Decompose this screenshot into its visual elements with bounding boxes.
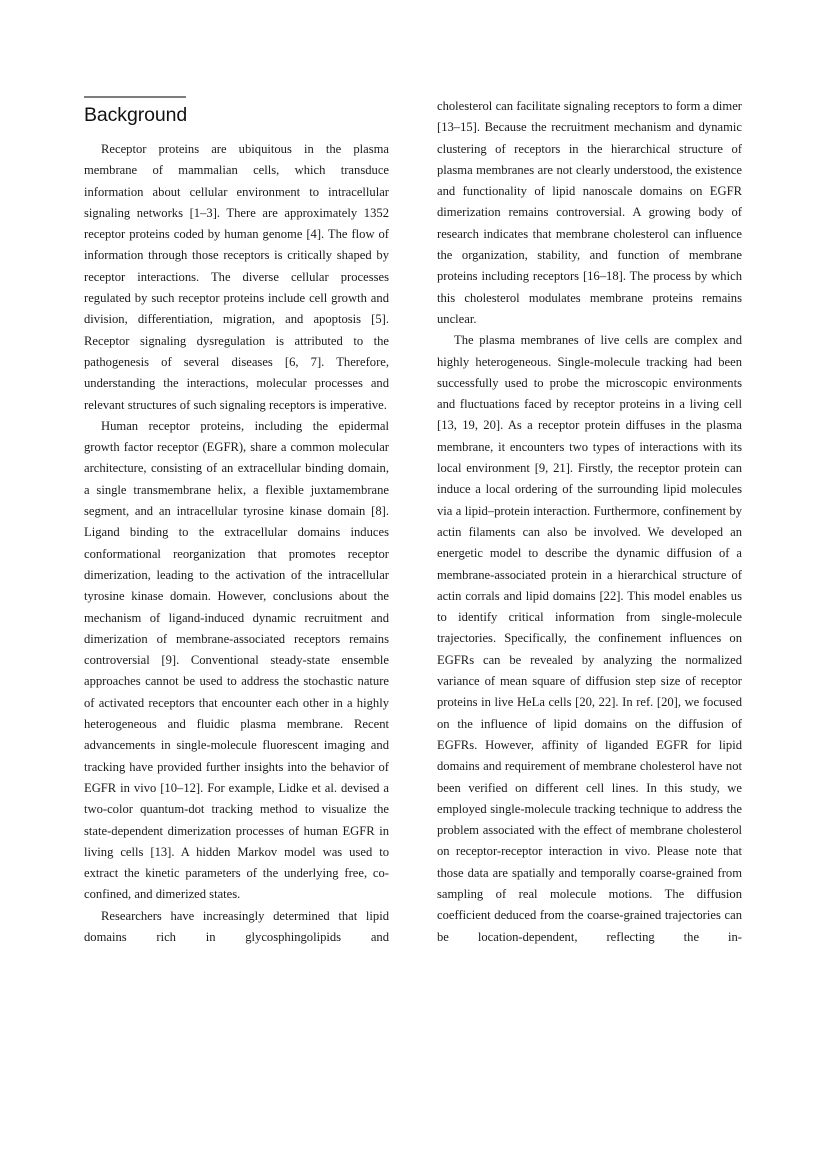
paragraph: Receptor proteins are ubiquitous in the plasma membrane of mammalian cells, which transduce information about cellular environment to intracellular signaling networks [1–3]. There are approximately 1352 receptor proteins coded by human genome [4]. The flow of information through those receptors is critically shaped by receptor interactions. The diverse cellular processes regulated by such receptor proteins include cell growth and division, differentiation, migration, and apoptosis [5]. Receptor signaling dysregulation is attributed to the pathogenesis of several diseases [6, 7]. Therefore, understanding the interactions, molecular processes and relevant structures of such signaling receptors is imperative. [84,142,389,412]
left-column [84,96,389,1106]
paragraph: Human receptor proteins, including the epidermal growth factor receptor (EGFR), share a common molecular architecture, consisting of an extracellular binding domain, a single transmembrane helix, a flexible juxtamembrane segment, and an intracellular tyrosine kinase domain [8]. Ligand binding to the extracellular domains induces conformational reorganization that promotes receptor dimerization, leading to the activation of the intracellular tyrosine kinase domain. However, conclusions about the mechanism of ligand-induced dynamic recruitment and dimerization of membrane-associated receptors remains controversial [9]. Conventional steady-state ensemble approaches cannot be used to address the stochastic nature of activated receptors that encounter each other in a highly heterogeneous and fluidic plasma membrane. Recent advancements in single-molecule fluorescent imaging and tracking have provided further insights into the behavior of EGFR in vivo [10–12]. For example, Lidke et al. devised a two-color quantum-dot tracking method to visualize the state-dependent dimerization processes of human EGFR in living cells [13]. A hidden Markov model was used to extract the kinetic parameters of the underlying free, co-confined, and dimerized states. [84,418,389,902]
paragraph: The plasma membranes of live cells are complex and highly heterogeneous. Single-molecule tracking had been successfully used to probe the microscopic environments and fluctuations faced by receptor proteins in a living cell [13, 19, 20]. As a receptor protein diffuses in the plasma membrane, it encounters two types of interactions with its local environment [9, 21]. Firstly, the receptor protein can induce a local ordering of the surrounding lipid molecules via a lipid–protein interaction. Furthermore, confinement by actin filaments can also be involved. We developed an energetic model to describe the dynamic diffusion of a membrane-associated protein in a hierarchical structure of actin corrals and lipid domains [22]. This model enables us to identify critical information from single-molecule trajectories. Specifically, the confinement influences on EGFRs can be revealed by analyzing the normalized variance of mean square of diffusion step size of receptor proteins in live HeLa cells [20, 22]. In ref. [20], we focused on the influence of lipid domains on the diffusion of EGFRs. However, affinity of liganded EGFR for lipid domains and requirement of membrane cholesterol have not been verified on different cell lines. In this study, we employed single-molecule tracking technique to address the problem associated with the effect of membrane cholesterol on receptor-receptor interaction in vivo. Please note that those data are spatially and temporally coarse-grained from sampling of real molecule motions. The diffusion coefficient deduced from the coarse-grained trajectories can be location-dependent, reflecting the in- [437,333,742,944]
paragraph: Researchers have increasingly determined that lipid domains rich in glycosphingolipids and [84,908,389,944]
right-column [437,96,742,1106]
paragraph: cholesterol can facilitate signaling receptors to form a dimer [13–15]. Because the recruitment mechanism and dynamic clustering of receptors in the hierarchical structure of plasma membranes are not clearly understood, the existence and functionality of lipid nanoscale domains on EGFR dimerization remains controversial. A growing body of research indicates that membrane cholesterol can influence the organization, stability, and function of membrane proteins including receptors [16–18]. The process by which this cholesterol modulates membrane proteins remains unclear. [437,99,742,326]
section-rule-divider [84,96,186,98]
page-title: Background [84,104,188,126]
two-column-body [84,96,742,1106]
